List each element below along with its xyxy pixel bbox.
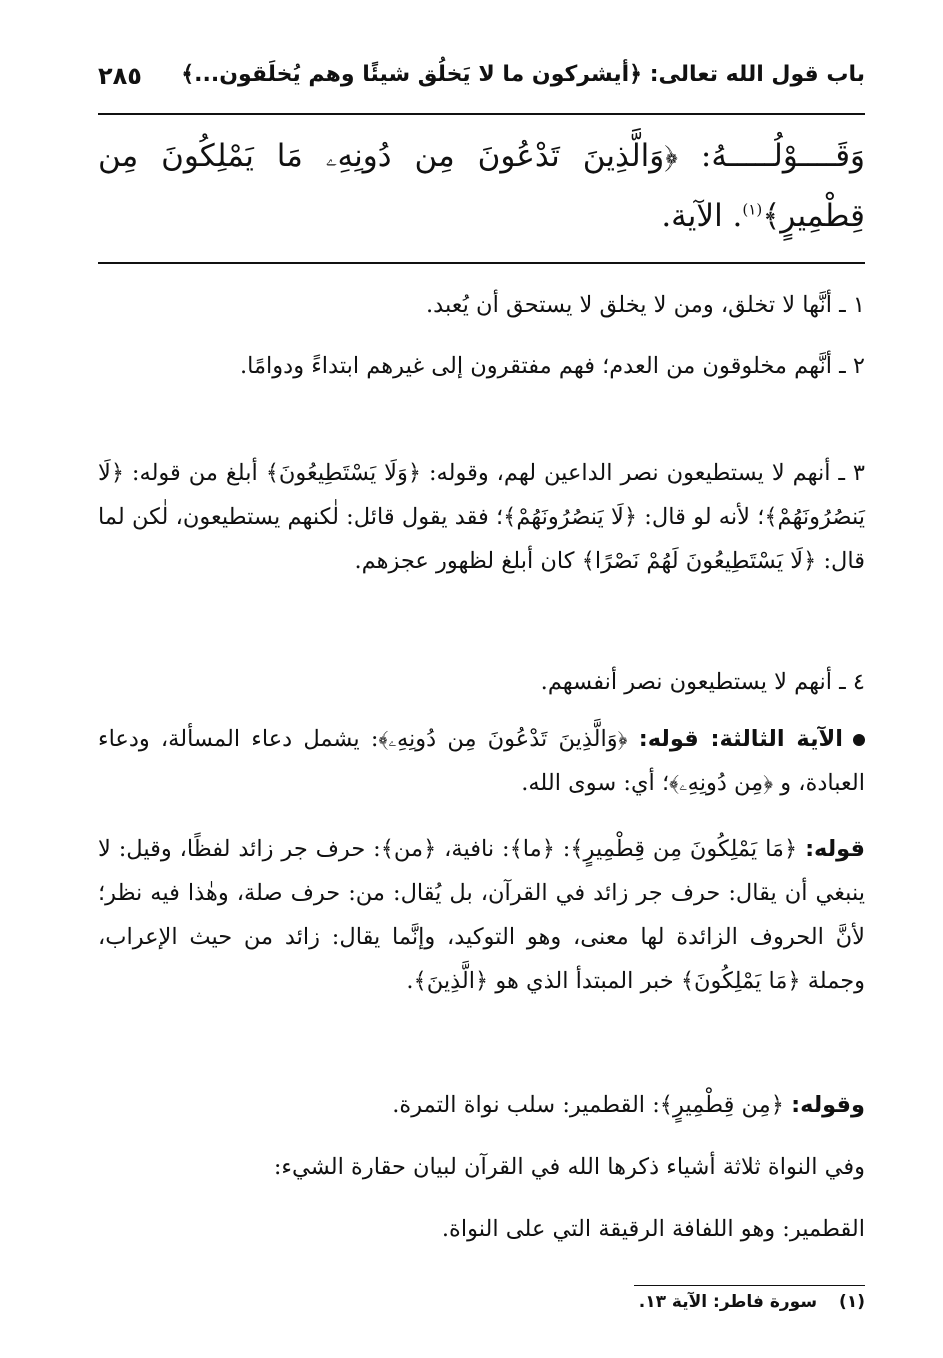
qitmir-text: ﴿مَا يَمْلِكُونَ مِن قِطْمِيرٍ﴾: ﴿ما﴾: نافية، ﴿من﴾: حرف جر زائد لفظًا، وقيل: لا ينبغي أن يقال: حرف جر زائد في القرآن، بل يُقال: من: حرف صلة، وهٰذا فيه نظر؛ لأنَّ الحروف الزائدة لها معنى، وهو التوكيد، وإنَّما يقال: زائد من حيث الإعراب، وجملة ﴿مَا يَمْلِكُونَ﴾ خبر المبتدأ الذي هو ﴿الَّذِينَ﴾. <box>98 836 865 994</box>
quote-line-2-tail: . الآية. <box>661 198 743 234</box>
third-verse-paragraph <box>98 717 865 805</box>
qitmir-def-lead: وقوله: <box>791 1092 865 1118</box>
footnote-rule <box>634 1285 865 1286</box>
footnote-text: سورة فاطر: الآية ١٣. <box>638 1292 818 1312</box>
quote-line-2-text: قِطْمِيرٍ﴾ <box>762 198 865 234</box>
page-header <box>98 62 865 102</box>
qitmir-lead: قوله: <box>805 836 865 862</box>
quote-line-1: وَقَــــوْلُـــــهُ: ﴿وَالَّذِينَ تَدْعُونَ مِن دُونِهِۦ مَا يَمْلِكُونَ مِن <box>98 138 865 174</box>
point-3: ٣ ـ أنهم لا يستطيعون نصر الداعين لهم، وقوله: ﴿وَلَا يَسْتَطِيعُونَ﴾ أبلغ من قوله: ﴿لَا يَنصُرُونَهُمْ﴾؛ لأنه لو قال: ﴿لَا يَنصُرُونَهُمْ﴾؛ فقد يقول قائل: لٰكنهم يستطيعون، لٰكن لما قال: ﴿لَا يَسْتَطِيعُونَ لَهُمْ نَصْرًا﴾ كان أبلغ لظهور عجزهم. <box>98 460 865 574</box>
qitmir-meaning: القطمير: وهو اللفافة الرقيقة التي على النواة. <box>441 1216 865 1242</box>
qitmir-def-text: ﴿مِن قِطْمِيرٍ﴾: القطمير: سلب نواة التمرة. <box>392 1092 792 1118</box>
point-2: ٢ ـ أنَّهم مخلوقون من العدم؛ فهم مفتقرون إلى غيرهم ابتداءً ودوامًا. <box>240 353 865 379</box>
third-verse-text: ﴿وَالَّذِينَ تَدْعُونَ مِن دُونِهِۦ﴾: يشمل دعاء المسألة، ودعاء العبادة، و ﴿مِن دُونِهِۦ﴾؛ أي: سوى الله. <box>98 726 865 796</box>
qitmir-explanation <box>98 827 865 1003</box>
date-stone-paragraph: وفي النواة ثلاثة أشياء ذكرها الله في القرآن لبيان حقارة الشيء: <box>273 1154 865 1180</box>
footnote <box>639 1292 865 1312</box>
quote-bottom-rule <box>98 262 865 264</box>
page-number: ٢٨٥ <box>98 62 142 90</box>
third-verse-lead: الآية الثالثة: قوله: <box>638 726 843 752</box>
bullet-icon <box>853 734 865 746</box>
quote-line-2 <box>98 198 865 234</box>
running-title: باب قول الله تعالى: ﴿أيشركون ما لا يَخلُق شيئًا وهم يُخلَقون...﴾ <box>181 62 865 87</box>
header-rule <box>98 113 865 115</box>
quoted-text-block <box>98 124 865 262</box>
point-1: ١ ـ أنَّها لا تخلق، ومن لا يخلق لا يستحق أن يُعبد. <box>426 292 865 318</box>
footnote-reference: (١) <box>742 200 763 219</box>
footnote-mark: (١) <box>839 1292 865 1312</box>
qitmir-definition <box>98 1083 865 1127</box>
point-4: ٤ ـ أنهم لا يستطيعون نصر أنفسهم. <box>540 669 865 695</box>
